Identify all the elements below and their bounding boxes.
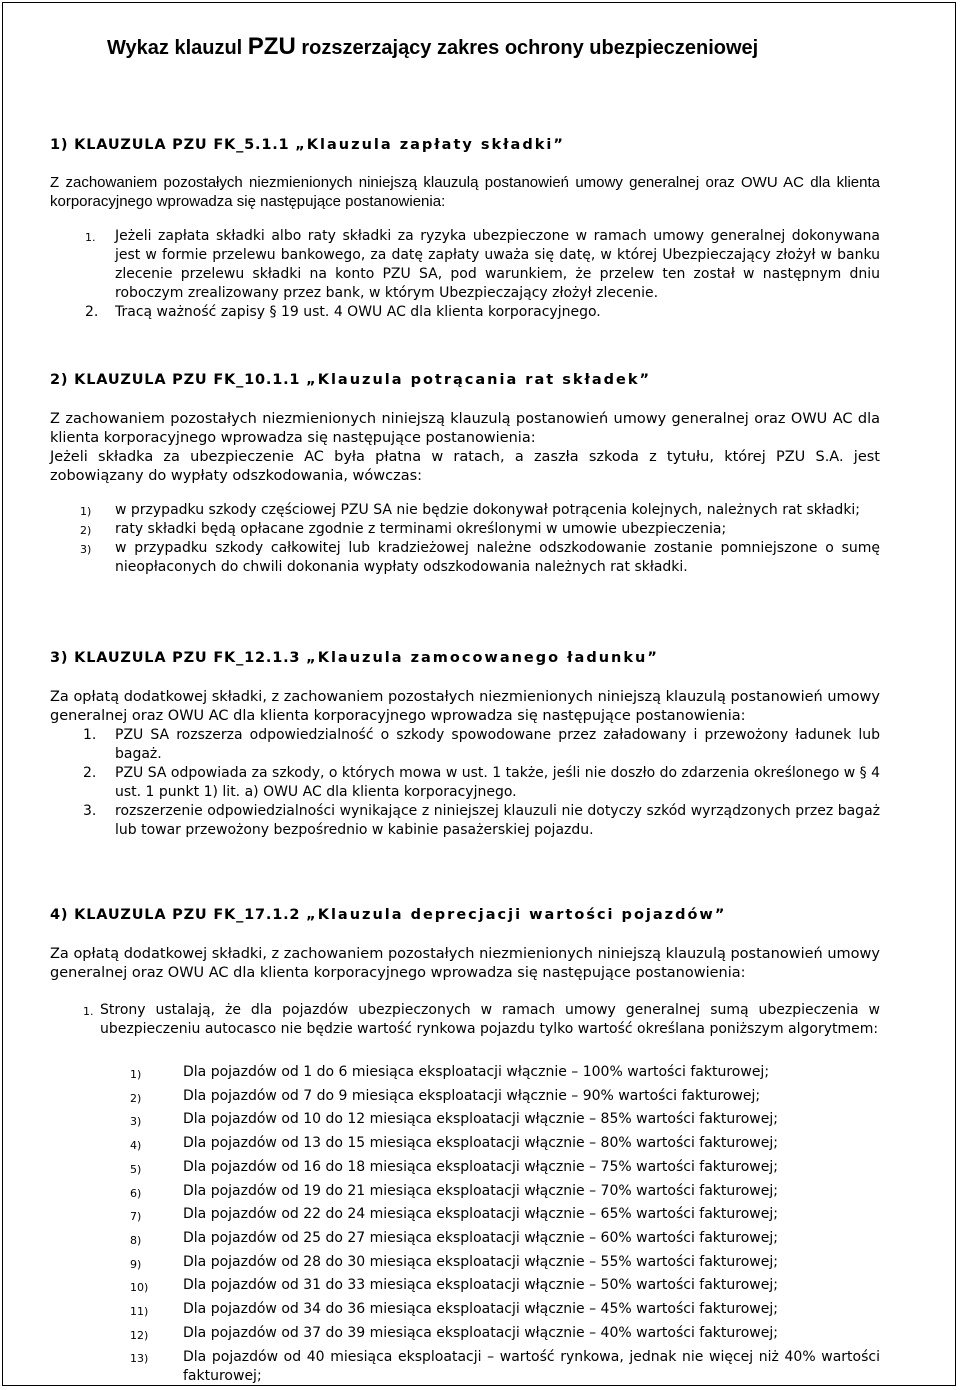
list-item: 2. PZU SA odpowiada za szkody, o których mowa w ust. 1 także, jeśli nie doszło do zdarzenia określonego w § 4 ust. 1 punkt 1) lit. a) OWU AC dla klienta korporacyjnego. [83,765,880,800]
depreciation-algorithm-list [130,1061,880,1386]
clause-4-intro: Za opłatą dodatkowej składki, z zachowaniem pozostałych niezmienionych niniejszą klauzulą postanowień umowy generalnej oraz OWU AC dla klienta korporacyjnego wprowadza się następujące postanowienia: [50,946,880,981]
list-item: 1. PZU SA rozszerza odpowiedzialność o szkody spowodowane przez załadowany i przewożony ładunek lub bagaż. [83,727,880,762]
list-item: 10) Dla pojazdów od 31 do 33 miesiąca eksploatacji włącznie – 50% wartości fakturowej; [130,1277,778,1295]
clause-3-list [83,726,880,840]
document-title [107,33,758,61]
title-brand: PZU [247,33,296,60]
clause-2-paragraph: Jeżeli składka za ubezpieczenie AC była płatna w ratach, a zaszła szkoda z tytułu, której PZU S.A. jest zobowiązany do wypłaty odszkodowania, wówczas: [50,449,880,484]
clause-2-intro: Z zachowaniem pozostałych niezmienionych niniejszą klauzulą postanowień umowy generalnej oraz OWU AC dla klienta korporacyjnego wprowadza się następujące postanowienia: [50,411,880,446]
list-item: 6) Dla pojazdów od 19 do 21 miesiąca eksploatacji włącznie – 70% wartości fakturowej; [130,1182,778,1200]
clause-3-intro: Za opłatą dodatkowej składki, z zachowaniem pozostałych niezmienionych niniejszą klauzulą postanowień umowy generalnej oraz OWU AC dla klienta korporacyjnego wprowadza się następujące postanowienia: [50,689,880,724]
list-item: 8) Dla pojazdów od 25 do 27 miesiąca eksploatacji włącznie – 60% wartości fakturowej; [130,1229,778,1247]
clause-2-heading: 2) KLAUZULA PZU FK_10.1.1 „Klauzula potrącania rat składek” [50,372,652,388]
list-item: 7) Dla pojazdów od 22 do 24 miesiąca eksploatacji włącznie – 65% wartości fakturowej; [130,1206,778,1224]
clause-1-list [85,227,880,322]
list-item: 1) w przypadku szkody częściowej PZU SA nie będzie dokonywał potrącenia kolejnych, należnych rat składki; [80,502,861,518]
list-item: 2. Tracą ważność zapisy § 19 ust. 4 OWU AC dla klienta korporacyjnego. [85,304,601,320]
list-item: 9) Dla pojazdów od 28 do 30 miesiąca eksploatacji włącznie – 55% wartości fakturowej; [130,1253,778,1271]
list-item: 1. Strony ustalają, że dla pojazdów ubezpieczonych w ramach umowy generalnej sumą ubezpieczenia w ubezpieczeniu autocasco nie będzie wartość rynkowa pojazdu tylko wartość określana poniższym algorytmem: [83,1002,880,1037]
list-item: 11) Dla pojazdów od 34 do 36 miesiąca eksploatacji włącznie – 45% wartości fakturowej; [130,1301,778,1319]
list-item: 12) Dla pojazdów od 37 do 39 miesiąca eksploatacji włącznie – 40% wartości fakturowej; [130,1324,778,1342]
title-part1: Wykaz klauzul [107,37,248,59]
list-item: 3) w przypadku szkody całkowitej lub kradzieżowej należne odszkodowanie zostanie pomniejszone o sumę nieopłaconych do chwili dokonania wypłaty odszkodowania należnych rat składki. [80,540,880,575]
list-item: 1) Dla pojazdów od 1 do 6 miesiąca eksploatacji włącznie – 100% wartości fakturowej; [130,1064,770,1081]
list-item: 1. Jeżeli zapłata składki albo raty składki za ryzyka ubezpieczone w ramach umowy generalnej dokonywana jest w formie przelewu bankowego, za datę zapłaty uważa się datę, w której Ubezpieczający złożył w banku zlecenie przelewu składki na konto PZU SA, pod warunkiem, że przelew ten został w następnym dniu roboczym zrealizowany przez bank, w którym Ubezpieczający złożył zlecenie. [85,228,880,301]
list-item: 3. rozszerzenie odpowiedzialności wynikające z niniejszej klauzuli nie dotyczy szkód wyrządzonych przez bagaż lub towar przewożony bezpośrednio w kabinie pasażerskiej pojazdu. [83,803,880,838]
clause-1-intro: Z zachowaniem pozostałych niezmienionych niniejszą klauzulą postanowień umowy generalnej oraz OWU AC dla klienta korporacyjnego wprowadza się następujące postanowienia: [50,174,880,210]
title-part2: rozszerzający zakres ochrony ubezpieczeniowej [295,37,759,59]
list-item: 3) Dla pojazdów od 10 do 12 miesiąca eksploatacji włącznie – 85% wartości fakturowej; [130,1111,778,1129]
clause-1 [50,137,880,322]
clause-2-list [80,501,880,577]
list-item: 4) Dla pojazdów od 13 do 15 miesiąca eksploatacji włącznie – 80% wartości fakturowej; [130,1135,778,1153]
list-item: 13) Dla pojazdów od 40 miesiąca eksploatacji – wartość rynkowa, jednak nie więcej niż 40% wartości fakturowej; [130,1349,880,1385]
clause-3-heading: 3) KLAUZULA PZU FK_12.1.3 „Klauzula zamocowanego ładunku” [50,650,659,666]
list-item: 5) Dla pojazdów od 16 do 18 miesiąca eksploatacji włącznie – 75% wartości fakturowej; [130,1158,778,1176]
clause-1-heading: 1) KLAUZULA PZU FK_5.1.1 „Klauzula zapłaty składki” [50,137,565,153]
clause-4-heading: 4) KLAUZULA PZU FK_17.1.2 „Klauzula deprecjacji wartości pojazdów” [50,907,727,923]
clause-2 [50,372,880,577]
list-item: 2) Dla pojazdów od 7 do 9 miesiąca eksploatacji włącznie – 90% wartości fakturowej; [130,1087,761,1105]
clause-3 [50,650,880,840]
clause-4 [50,907,880,1386]
clause-4-list [83,1001,880,1039]
list-item: 2) raty składki będą opłacane zgodnie z terminami określonymi w umowie ubezpieczenia; [80,521,727,537]
